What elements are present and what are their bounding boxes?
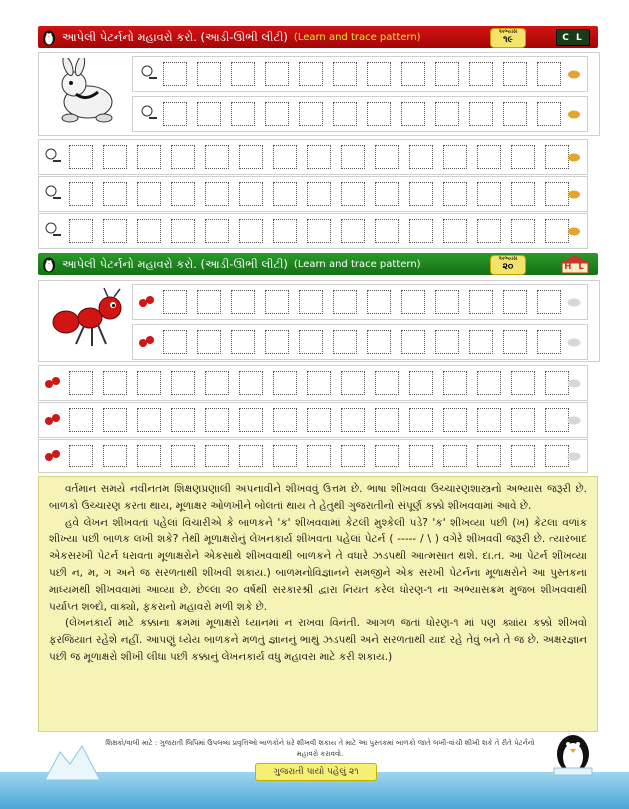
start-marker-icon <box>43 184 63 204</box>
end-marker-icon <box>567 153 581 162</box>
section2-badge-label: અભ્યાસ <box>498 256 518 262</box>
end-marker-icon <box>567 190 581 199</box>
section2-title: આપેલી પેટર્નનો મહાવરો કરો. (આડી-ઊભી લીટી) <box>62 256 288 271</box>
section1-badge-label: અભ્યાસ <box>498 29 518 35</box>
bowl-icon <box>567 338 581 347</box>
ant-marker-icon <box>137 332 157 352</box>
trace-row-3[interactable] <box>38 139 588 175</box>
rabbit-illustration-icon <box>46 58 126 128</box>
section1-header <box>38 26 598 48</box>
section1-tag: C L <box>556 29 590 46</box>
paragraph-2: હવે લેખન શીખવતાં પહેલાં વિચારીએ કે બાળકને 'ક' શીખવવામાં કેટલી મુશ્કેલી પડે? 'ક' શીખવ્યા પછી (ખ) કેટલા વળાંક શીખ્યા પછી બાળક લખી શકે? તેથી મૂળાક્ષરોનું લેખનકાર્ય શીખવતા પહેલાં પેટર્ન ( ----- / \ ) વગેરે શીખવવી જરૂરી છે. ત્યારબાદ એકસરખી પેટર્ન ધરાવતા મૂળાક્ષરોને એકસાથે શીખવવાથી બાળકને તે વધારે ઝડપથી આત્મસાત થશે. દા.ત. આ પેટર્ન શીખવ્યા પછી ન, મ, ગ અને જ સરળતાથી શીખવી શકાય.) બાળમનોવિજ્ઞાનને સમજીને એક સરખી પેટર્નના મૂળાક્ષરોને આ પુસ્તકના માધ્યમથી શીખવવામાં આવ્યા છે. છેલ્લા ૨૦ વર્ષથી સરકારશ્રી દ્વારા નિયત કરેલ ધોરણ-૧ ના અભ્યાસક્રમ મુજબ શીખવવાથી પર્યાપ્ત શબ્દો, વાક્યો, ફકરાનો મહાવરો મળી શકે છે. <box>49 516 587 613</box>
penguin-icon <box>42 255 56 273</box>
trace-row-6[interactable] <box>132 284 588 320</box>
end-marker-icon <box>567 110 581 119</box>
trace-row-5[interactable] <box>38 213 588 249</box>
paragraph-3: (લેખનકાર્ય માટે કક્કાના ક્રમમાં મૂળાક્ષરો ધ્યાનમાં ન રાખવા વિનંતી. આગળ જતાં ધોરણ-૧ માં પણ ક્યાંય કક્કો શીખવો ફરજિયાત રહેશે નહીં. આપણું ધ્યેય બાળકને મળતું જ્ઞાનનું ભાથું ઝડપથી અને સરળતાથી યાદ રહે તેવું બને તે જ છે. અક્ષરજ્ઞાન પછી જ મૂળાક્ષરો શીખી લીધા પછી કક્કાનું લેખનકાર્ય વધુ મહાવરા માટે કરી શકાય.) <box>49 617 587 663</box>
end-marker-icon <box>567 227 581 236</box>
start-marker-icon <box>139 64 159 84</box>
start-marker-icon <box>43 147 63 167</box>
ant-marker-icon <box>137 292 157 312</box>
trace-row-10[interactable] <box>38 439 588 473</box>
bowl-icon <box>567 452 581 461</box>
paragraph-1: વર્તમાન સમયે નવીનતમ શિક્ષણપ્રણાલી અપનાવીને શીખવવું ઉત્તમ છે. ભાષા શીખવવા ઉચ્ચારણશાસ્ત્રનો અભ્યાસ જરૂરી છે. બાળકો ઉચ્ચારણ કરતા થાય, મૂળાક્ષર ઓળખીને બોલતાં થાય તે હેતુથી ગુજરાતીનો સંપૂર્ણ કક્કો શીખવવામાં આવે છે. <box>49 483 587 512</box>
start-marker-icon <box>139 104 159 124</box>
start-marker-icon <box>43 221 63 241</box>
ant-marker-icon <box>43 410 63 430</box>
bowl-icon <box>567 416 581 425</box>
section1-badge-number: ૧૯ <box>503 34 513 45</box>
trace-row-8[interactable] <box>38 365 588 401</box>
section2-tag <box>558 254 592 274</box>
trace-row-1[interactable] <box>132 56 588 92</box>
section1-exercise-badge <box>490 28 526 48</box>
section2-subtitle: (Learn and trace pattern) <box>293 258 421 270</box>
section2-tag-label: H L <box>564 262 586 272</box>
trace-row-7[interactable] <box>132 324 588 360</box>
section1-title: આપેલી પેટર્નનો મહાવરો કરો. (આડી-ઊભી લીટી) <box>62 29 288 44</box>
teacher-footnote: શિક્ષકો/વાલી માટે : ગુજરાતી લિપિમાં ઉપલબ્ધ પ્રવૃત્તિઓ બાળકોને ઘરે શીખવી શકાય તે માટે આ પુસ્તકમાં બાળકો જાતે લખી-વાંચી શીખી શકે તે રીતે પેટર્નનો મહાવરો કરાવવો. <box>105 739 535 758</box>
iceberg-icon <box>40 742 110 782</box>
bowl-icon <box>567 298 581 307</box>
instruction-text-panel <box>38 476 598 732</box>
bowl-icon <box>567 379 581 388</box>
trace-row-2[interactable] <box>132 96 588 132</box>
ant-illustration-icon <box>50 286 126 352</box>
section2-exercise-badge <box>490 255 526 275</box>
end-marker-icon <box>567 70 581 79</box>
section1-subtitle: (Learn and trace pattern) <box>293 31 421 43</box>
section2-header <box>38 253 598 275</box>
section2-badge-number: ૨૦ <box>502 261 514 272</box>
trace-row-9[interactable] <box>38 402 588 438</box>
penguin-mascot-icon <box>548 728 598 776</box>
trace-row-4[interactable] <box>38 176 588 212</box>
ant-marker-icon <box>43 446 63 466</box>
penguin-icon <box>42 28 56 46</box>
ant-marker-icon <box>43 373 63 393</box>
page-footer: ગુજરાતી પાયો પહેલું ૨૧ <box>255 763 377 781</box>
